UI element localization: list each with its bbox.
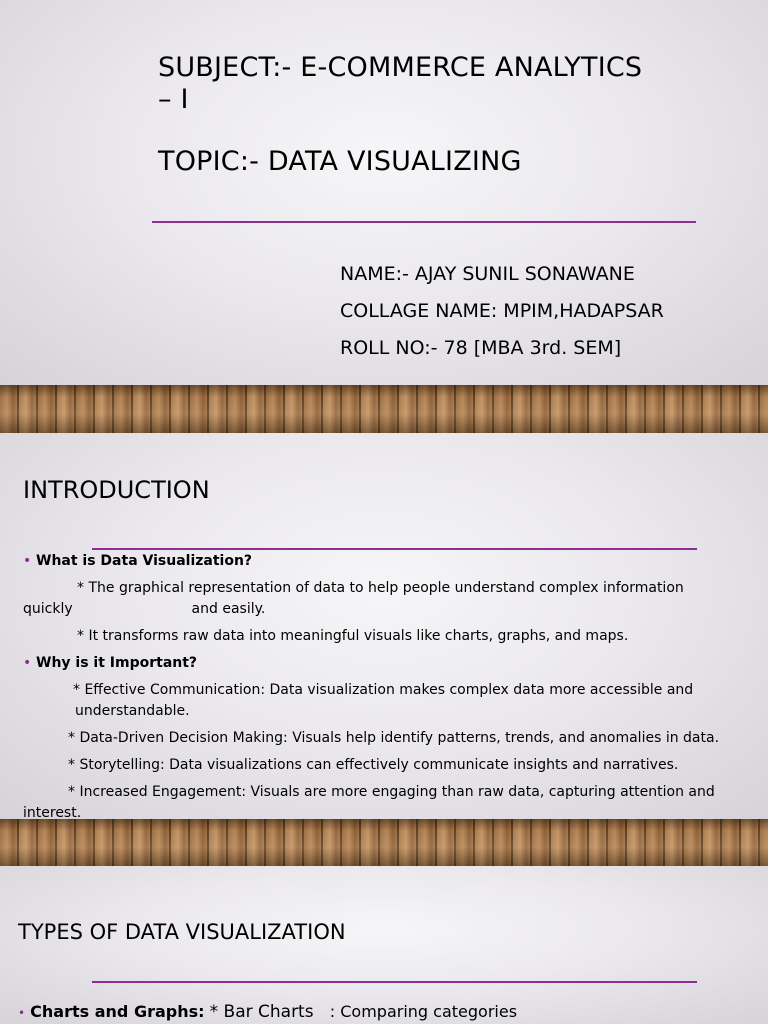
item-desc: : Comparing categories	[329, 1002, 518, 1021]
body-text: and easily.	[191, 601, 266, 617]
body-line: * Effective Communication: Data visualization makes complex data more accessible and	[73, 682, 694, 698]
topic-line: TOPIC:- DATA VISUALIZING	[158, 146, 522, 177]
slide-separator-floor	[0, 819, 768, 866]
slide-title	[0, 0, 768, 385]
slide-heading: INTRODUCTION	[23, 476, 210, 504]
slide-types	[0, 866, 768, 1024]
slide-body	[18, 1002, 517, 1022]
body-line: understandable.	[75, 703, 190, 719]
heading-divider	[92, 981, 697, 983]
slide-introduction	[0, 433, 768, 819]
body-line: * It transforms raw data into meaningful visuals like charts, graphs, and maps.	[77, 628, 629, 644]
heading-divider	[92, 548, 697, 550]
roll-number: ROLL NO:- 78 [MBA 3rd. SEM]	[340, 337, 622, 359]
subject-line-2: – I	[158, 84, 189, 115]
title-divider	[152, 221, 696, 223]
body-text: quickly	[23, 601, 73, 617]
body-line: * The graphical representation of data to help people understand complex information	[77, 580, 684, 596]
bullet-question: • What is Data Visualization?	[23, 551, 743, 572]
college-name: COLLAGE NAME: MPIM,HADAPSAR	[340, 300, 664, 322]
author-info	[340, 256, 664, 367]
slide-body	[23, 551, 743, 819]
subject-line-1: SUBJECT:- E-COMMERCE ANALYTICS	[158, 52, 643, 83]
body-line: * Increased Engagement: Visuals are more engaging than raw data, capturing attention and	[68, 784, 715, 800]
author-name: NAME:- AJAY SUNIL SONAWANE	[340, 263, 635, 285]
body-line	[23, 599, 743, 620]
body-line: interest.	[23, 805, 82, 819]
slide-separator-floor	[0, 385, 768, 433]
bullet-dot: •	[18, 1006, 26, 1020]
title-block	[158, 52, 698, 178]
body-line: * Data-Driven Decision Making: Visuals help identify patterns, trends, and anomalies in data.	[68, 730, 720, 746]
item-label: Charts and Graphs:	[30, 1002, 205, 1021]
item-sub: * Bar Charts	[209, 1002, 314, 1022]
slide-heading: TYPES OF DATA VISUALIZATION	[18, 920, 346, 944]
bullet-question: • Why is it Important?	[23, 653, 743, 674]
body-line: * Storytelling: Data visualizations can effectively communicate insights and narratives.	[68, 757, 679, 773]
